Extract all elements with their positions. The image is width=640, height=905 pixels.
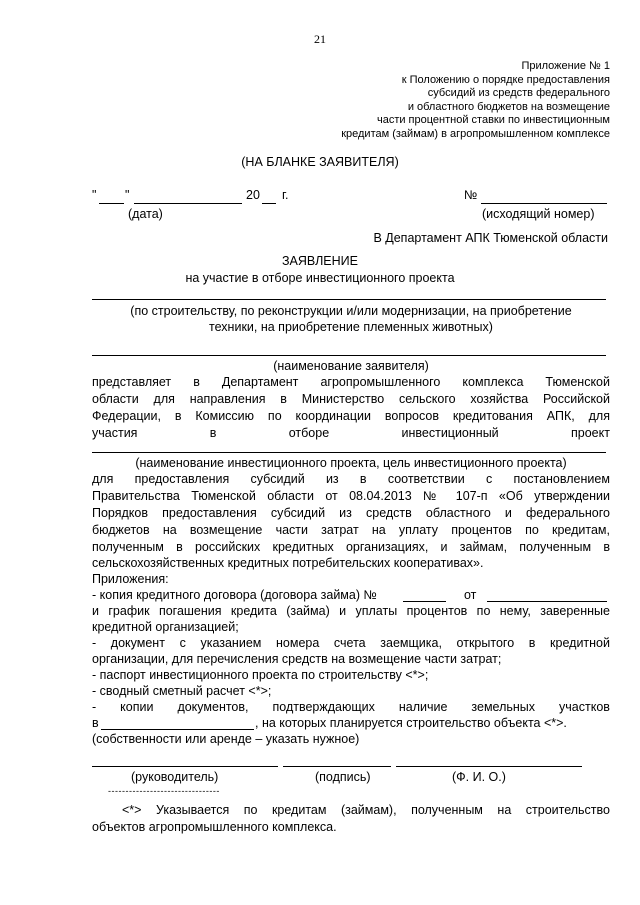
para1-line: Федерации, в Комиссию по координации вопросов кредитования АПК, для bbox=[92, 409, 610, 423]
project-kind-blank[interactable] bbox=[92, 299, 606, 300]
project-kind-caption: (по строительству, по реконструкции и/или модернизации, на приобретение техники, на приобретение племенных животных) bbox=[130, 304, 572, 334]
date-caption: (дата) bbox=[128, 207, 163, 221]
date-year-prefix: 20 bbox=[246, 188, 260, 202]
attachment-1-line: кредитной организацией; bbox=[92, 620, 239, 634]
document-title: ЗАЯВЛЕНИЕ bbox=[281, 254, 358, 268]
attachment-1-line: и график погашения кредита (займа) и уплаты процентов по нему, заверенные bbox=[92, 604, 610, 618]
para1-line: представляет в Департамент агропромышленного комплекса Тюменской bbox=[92, 375, 610, 389]
applicant-caption: (наименование заявителя) bbox=[273, 359, 429, 373]
sign-caption: (подпись) bbox=[315, 770, 371, 784]
attachments-label: Приложения: bbox=[92, 572, 169, 586]
appendix-line: Приложение № 1 bbox=[521, 60, 610, 72]
footnote-line: объектов агропромышленного комплекса. bbox=[92, 820, 337, 834]
appendix-line: к Положению о порядке предоставления bbox=[401, 73, 610, 86]
para2-last-line: сельскохозяйственных кредитных потребительских кооперативах». bbox=[92, 556, 484, 570]
para2-line: полученным в российских кредитных организациях, и займам, полученным в bbox=[92, 540, 610, 554]
para2-line: Порядков предоставления субсидий из средств областного и федерального bbox=[92, 506, 610, 520]
attachment-1-from: от bbox=[464, 588, 477, 602]
para2-line: бюджетов на возмещение части затрат на уплату процентов по кредитам, bbox=[92, 523, 610, 537]
loan-date-blank[interactable] bbox=[487, 601, 607, 602]
appendix-note bbox=[341, 60, 610, 142]
attachment-3: - паспорт инвестиционного проекта по строительству <*>; bbox=[92, 668, 429, 682]
number-caption: (исходящий номер) bbox=[482, 207, 595, 221]
project-name-blank[interactable] bbox=[92, 452, 606, 453]
appendix-line: кредитам (займам) в агропромышленном комплексе bbox=[341, 127, 610, 140]
head-signature-blank[interactable] bbox=[92, 766, 278, 767]
fio-blank[interactable] bbox=[396, 766, 582, 767]
addressee: В Департамент АПК Тюменской области bbox=[373, 231, 608, 245]
fio-caption: (Ф. И. О.) bbox=[452, 770, 506, 784]
attachment-2-line: - документ с указанием номера счета заемщика, открытого в кредитной bbox=[92, 636, 610, 650]
outgoing-number-blank[interactable] bbox=[481, 203, 607, 204]
head-caption: (руководитель) bbox=[131, 770, 219, 784]
signature-blank[interactable] bbox=[283, 766, 391, 767]
document-subtitle: на участие в отборе инвестиционного проекта bbox=[185, 271, 455, 285]
attachment-4: - сводный сметный расчет <*>; bbox=[92, 684, 272, 698]
loan-number-blank[interactable] bbox=[403, 601, 446, 602]
para1-line: области для направления в Министерство сельского хозяйства Российской bbox=[92, 392, 610, 406]
date-year-blank[interactable] bbox=[262, 203, 276, 204]
page-number: 21 bbox=[314, 32, 326, 46]
date-year-suffix: г. bbox=[282, 188, 289, 202]
date-month-blank[interactable] bbox=[134, 203, 242, 204]
applicant-name-blank[interactable] bbox=[92, 355, 606, 356]
date-quote-open: " bbox=[92, 188, 97, 202]
appendix-line: части процентной ставки по инвестиционным bbox=[376, 114, 610, 127]
attachment-2-line: организации, для перечисления средств на возмещение части затрат; bbox=[92, 652, 502, 666]
attachment-5-first-line: - копии документов, подтверждающих наличие земельных участков bbox=[92, 700, 610, 714]
footnote-rule: -------------------------------- bbox=[108, 786, 220, 796]
date-day-blank[interactable] bbox=[99, 203, 124, 204]
attachment-5-line2-end: , на которых планируется строительство объекта <*>. bbox=[255, 716, 567, 730]
date-quote-close: " bbox=[125, 188, 130, 202]
para2-line: Правительства Тюменской области от 08.04.2013 № 107-п «Об утверждении bbox=[92, 489, 610, 503]
appendix-line: субсидий из средств федерального bbox=[427, 87, 610, 100]
para1-last-line: участия в отборе инвестиционный проект bbox=[92, 426, 610, 440]
attachment-1-start: - копия кредитного договора (договора займа) № bbox=[92, 588, 377, 602]
attachment-5-note: (собственности или аренде – указать нужное) bbox=[92, 732, 360, 746]
letterhead-note: (НА БЛАНКЕ ЗАЯВИТЕЛЯ) bbox=[241, 155, 399, 169]
project-caption: (наименование инвестиционного проекта, цель инвестиционного проекта) bbox=[135, 456, 567, 470]
attachment-5-in: в bbox=[92, 716, 99, 730]
appendix-line: и областного бюджетов на возмещение bbox=[407, 100, 610, 113]
land-right-blank[interactable] bbox=[101, 729, 254, 730]
footnote-line: <*> Указывается по кредитам (займам), полученным на строительство bbox=[122, 803, 610, 817]
para2-first-line: для предоставления субсидий из в соответствии с постановлением bbox=[92, 472, 610, 486]
number-sign: № bbox=[464, 188, 478, 202]
